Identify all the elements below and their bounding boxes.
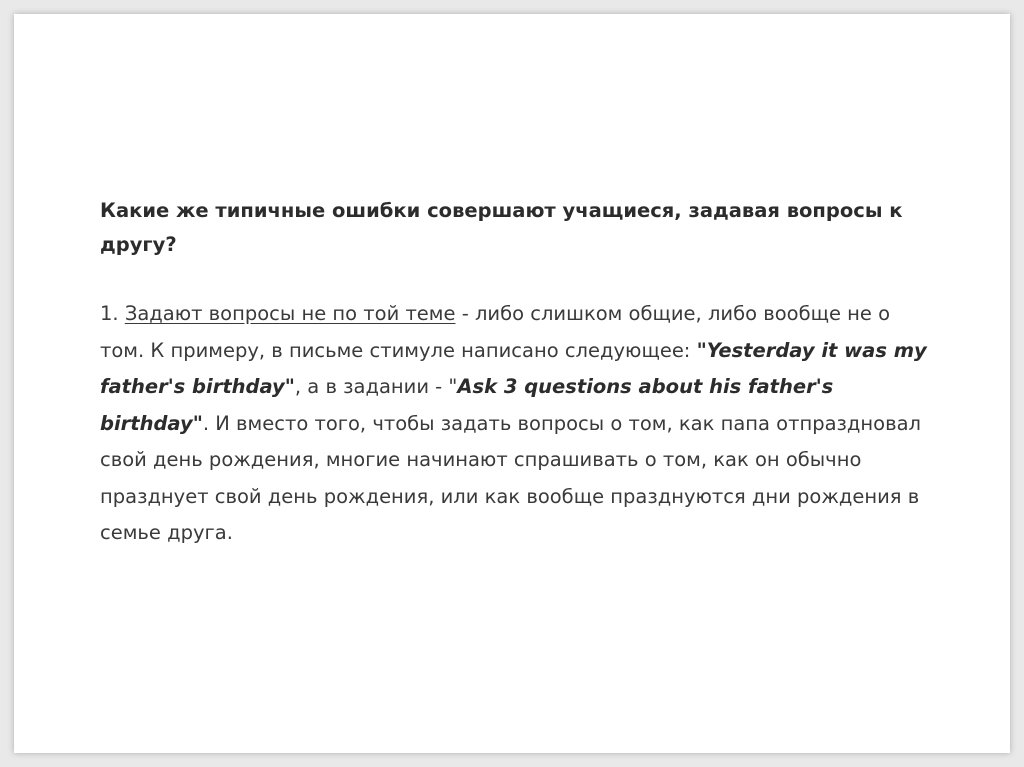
mistake-paragraph	[100, 296, 930, 552]
quote-task: Ask 3 questions about his father's birthday	[100, 375, 834, 435]
item-number: 1.	[100, 302, 119, 325]
question-heading: Какие же типичные ошибки совершают учащиеся, задавая вопросы к другу?	[100, 199, 903, 256]
slide-content	[100, 194, 930, 552]
quote-yesterday: "Yesterday it was my father's birthday"	[100, 338, 927, 398]
paragraph-text-2: , а в задании - "	[294, 375, 458, 398]
mistake-title: Задают вопросы не по той теме	[124, 302, 456, 325]
quote-task-end: "	[192, 411, 203, 435]
paragraph-text-3: . И вместо того, чтобы задать вопросы о том, как папа отпраздновал свой день рождения, многие начинают спрашивать о том, как он обычно празднует свой день рождения, или как вообще празднуются дни рождения в семье друга.	[100, 411, 921, 544]
slide	[14, 14, 1010, 753]
paragraph-text-1: - либо слишком общие, либо вообще не о том. К примеру, в письме стимуле написано следующее:	[100, 302, 891, 362]
